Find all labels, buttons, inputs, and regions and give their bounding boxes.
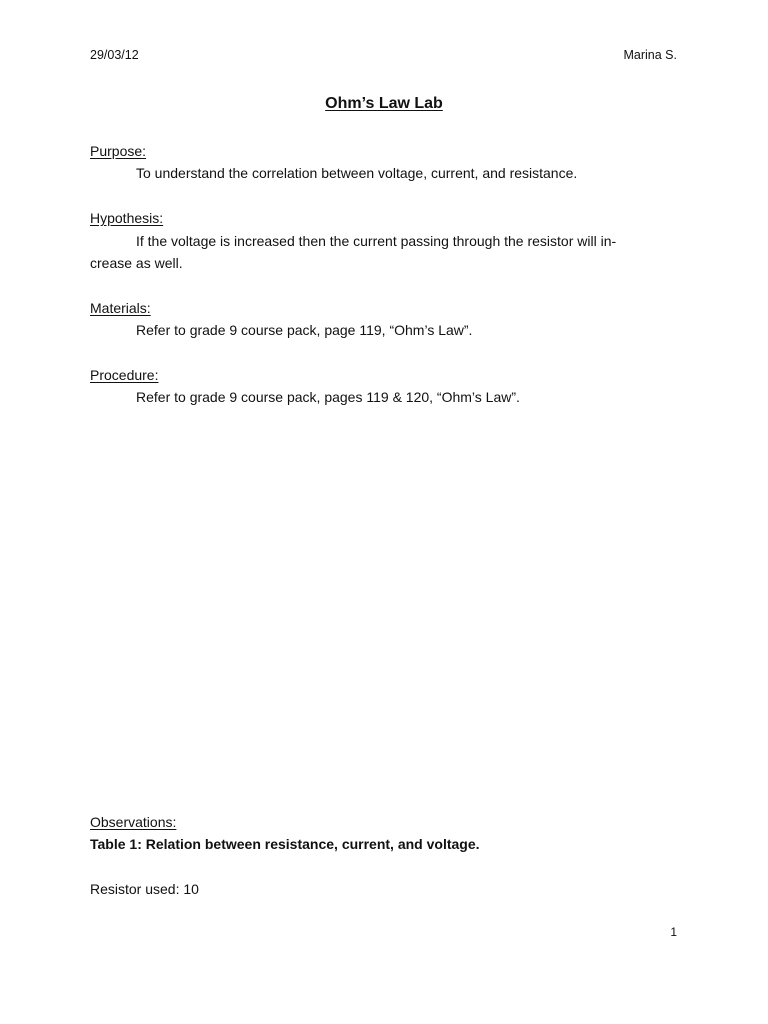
page-number: 1 <box>670 925 677 939</box>
hypothesis-heading: Hypothesis: <box>90 210 164 226</box>
observations-heading: Observations: <box>90 814 177 830</box>
hypothesis-text-line-2: crease as well. <box>90 255 183 271</box>
materials-heading: Materials: <box>90 300 151 316</box>
procedure-heading: Procedure: <box>90 367 159 383</box>
resistor-used-text: Resistor used: 10 <box>90 881 199 897</box>
table-caption: Table 1: Relation between resistance, current, and voltage. <box>90 836 480 852</box>
purpose-text: To understand the correlation between voltage, current, and resistance. <box>136 165 578 181</box>
page-title: Ohm’s Law Lab <box>325 95 443 112</box>
procedure-text: Refer to grade 9 course pack, pages 119 & 120, “Ohm’s Law”. <box>136 389 520 405</box>
materials-text: Refer to grade 9 course pack, page 119, “Ohm’s Law”. <box>136 322 473 338</box>
purpose-heading: Purpose: <box>90 143 147 159</box>
header-date: 29/03/12 <box>90 48 139 62</box>
header-author: Marina S. <box>623 48 677 62</box>
hypothesis-text-line-1: If the voltage is increased then the current passing through the resistor will in- <box>136 233 617 249</box>
